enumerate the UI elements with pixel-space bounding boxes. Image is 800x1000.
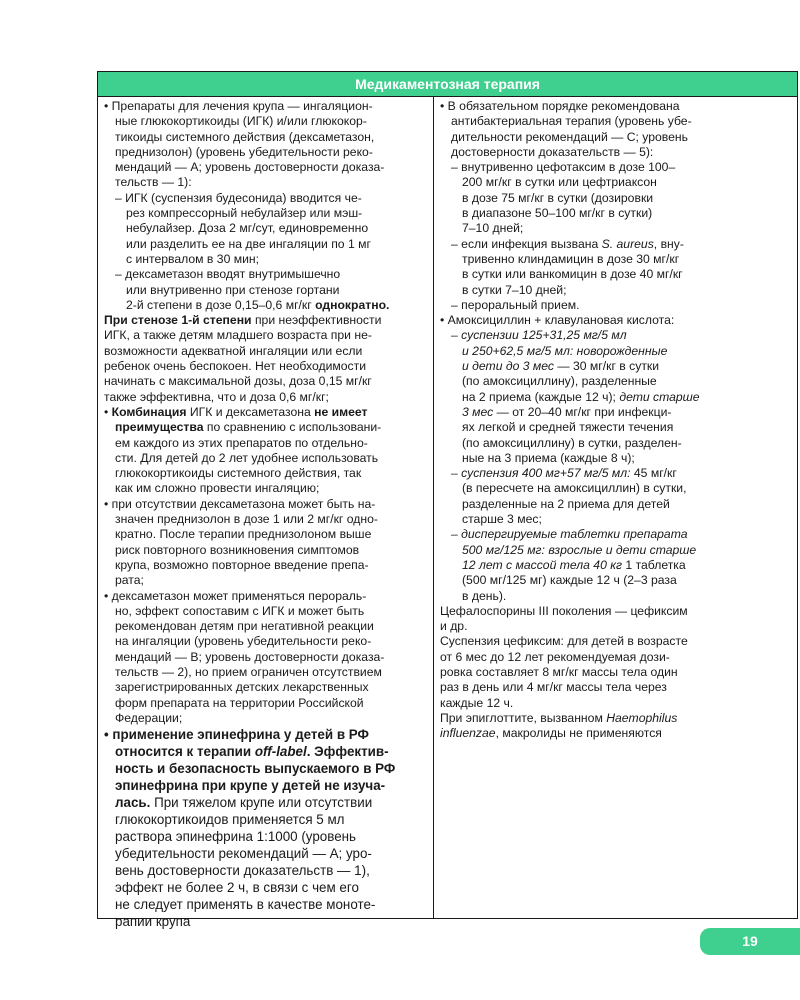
text-fragment: 2-й степени в дозе 0,15–0,6 мг/кг xyxy=(126,297,316,312)
text-line: тривенно клиндамицин в дозе 30 мг/кг xyxy=(462,251,680,266)
text-line xyxy=(440,527,791,542)
text-line: мендаций — А; уровень достоверности доказа- xyxy=(115,160,385,175)
text-fragment: 3 мес xyxy=(462,404,494,419)
text-fragment: influenzae xyxy=(440,726,496,741)
text-fragment: , вну- xyxy=(653,236,684,251)
text-line xyxy=(440,405,791,420)
text-line: возможности адекватной ингаляции или если xyxy=(104,343,363,358)
text-line: в дозе 75 мг/кг в сутки (дозировки xyxy=(462,190,654,205)
text-fragment: off-label xyxy=(254,744,307,760)
text-fragment: дети старше xyxy=(619,389,700,404)
text-line: с интервалом в 30 мин; xyxy=(126,251,260,266)
text-fragment: • xyxy=(104,404,112,419)
text-line: вень достоверности доказательств — 1), xyxy=(115,863,370,879)
text-line: Суспензия цефиксим: для детей в возрасте xyxy=(440,634,688,649)
text-fragment: и дети до 3 мес xyxy=(462,359,555,374)
text-line xyxy=(104,420,427,435)
text-line xyxy=(104,777,427,794)
text-line xyxy=(440,359,791,374)
text-line: и др. xyxy=(440,619,468,634)
text-line: (в пересчете на амоксициллин) в сутки, xyxy=(462,481,687,496)
text-fragment: При стенозе 1-й степени xyxy=(104,313,252,328)
text-line: дительности рекомендаций — С; уровень xyxy=(451,129,688,144)
text-line: – ИГК (суспензия будесонида) вводится че- xyxy=(115,190,362,205)
text-line: также эффективна, что и доза 0,6 мг/кг; xyxy=(104,389,329,404)
text-line: как им сложно провести ингаляцию; xyxy=(115,481,320,496)
text-line: начинать с максимальной дозы, доза 0,15 мг/кг xyxy=(104,374,372,389)
text-line: каждые 12 ч. xyxy=(440,695,514,710)
left-column xyxy=(98,97,434,930)
text-line: – дексаметазон вводят внутримышечно xyxy=(115,267,341,282)
text-fragment: – суспензии 125+31,25 мг/5 мл xyxy=(451,328,627,343)
text-line xyxy=(440,344,791,359)
text-line: эффект не более 2 ч, в связи с чем его xyxy=(115,880,359,896)
text-line xyxy=(104,726,427,743)
text-fragment: относится к терапии xyxy=(115,744,255,760)
text-fragment: и 250+62,5 мг/5 мл: новорожденные xyxy=(462,343,668,358)
text-line: (по амоксициллину), разделенные xyxy=(462,374,657,389)
text-fragment: — 30 мг/кг в сутки xyxy=(554,359,660,374)
text-line: рапии крупа xyxy=(115,914,191,930)
text-fragment: 45 мг/кг xyxy=(630,466,677,481)
text-fragment: 500 мг/125 мг: взрослые и дети старше xyxy=(462,542,697,557)
text-fragment: — от 20–40 мг/кг при инфекци- xyxy=(493,404,672,419)
text-line: мендаций — В; уровень достоверности доказа- xyxy=(115,649,385,664)
text-line: крупа, возможно повторное введение препа- xyxy=(115,557,369,572)
text-line: не следует применять в качестве моноте- xyxy=(115,897,376,913)
text-line: ные глюкокортикоиды (ИГК) и/или глюкокор- xyxy=(115,114,367,129)
text-line: на ингаляции (уровень убедительности реко- xyxy=(115,634,372,649)
table-header: Медикаментозная терапия xyxy=(98,72,797,97)
text-line: старше 3 мес; xyxy=(462,512,542,527)
text-line: 7–10 дней; xyxy=(462,221,524,236)
text-line: но, эффект сопоставим с ИГК и может быть xyxy=(115,603,365,618)
text-line: (по амоксициллину) в сутки, разделен- xyxy=(462,435,682,450)
text-fragment: , макролиды не применяются xyxy=(495,726,662,741)
text-fragment: – диспергируемые таблетки препарата xyxy=(451,527,688,542)
text-line: убедительности рекомендаций — А; уро- xyxy=(115,846,372,862)
text-line: достоверности доказательств — 5): xyxy=(451,144,654,159)
text-fragment: однократно. xyxy=(315,297,390,312)
text-line: Федерации; xyxy=(115,710,183,725)
text-line: рата; xyxy=(115,573,144,588)
text-line xyxy=(104,298,427,313)
text-fragment: При тяжелом крупе или отсутствии xyxy=(150,795,373,811)
text-fragment: Комбинация xyxy=(111,404,187,419)
text-line xyxy=(104,405,427,420)
text-line: Цефалоспорины III поколения — цефиксим xyxy=(440,603,688,618)
text-line: ях легкой и средней тяжести течения xyxy=(462,420,674,435)
text-line xyxy=(440,711,791,726)
text-line: ные на 3 приема (каждые 8 ч); xyxy=(462,450,635,465)
text-line: • Препараты для лечения крупа — ингаляцион- xyxy=(104,99,373,113)
text-fragment: • применение эпинефрина у детей в РФ xyxy=(104,727,369,743)
text-fragment: При эпиглоттите, вызванном xyxy=(440,710,607,725)
text-line: • Амоксициллин + клавулановая кислота: xyxy=(440,313,675,328)
page-number: 19 xyxy=(700,928,800,955)
text-fragment: на 2 приема (каждые 12 ч); xyxy=(462,389,620,404)
text-line: раз в день или 4 мг/кг массы тела через xyxy=(440,680,667,695)
text-line: или разделить ее на две ингаляции по 1 мг xyxy=(126,236,371,251)
text-fragment: при неэффективности xyxy=(251,313,382,328)
text-line: сти. Для детей до 2 лет удобнее использовать xyxy=(115,450,379,465)
text-line xyxy=(440,390,791,405)
text-line: форм препарата на территории Российской xyxy=(115,695,364,710)
text-line xyxy=(104,760,427,777)
text-line: от 6 мес до 12 лет рекомендуемая дози- xyxy=(440,649,670,664)
text-fragment: – если инфекция вызвана xyxy=(451,236,602,251)
text-line xyxy=(440,543,791,558)
text-fragment: Haemophilus xyxy=(606,710,678,725)
text-line: антибактериальная терапия (уровень убе- xyxy=(451,114,692,129)
text-fragment: – суспензия 400 мг+57 мг/5 мл: xyxy=(451,466,631,481)
text-line: тикоиды системного действия (дексаметазон, xyxy=(115,129,375,144)
right-column xyxy=(434,97,797,918)
text-line: раствора эпинефрина 1:1000 (уровень xyxy=(115,829,357,845)
text-line: небулайзер. Доза 2 мг/сут, единовременно xyxy=(126,221,369,236)
text-line: в день). xyxy=(462,588,507,603)
text-line xyxy=(440,726,791,741)
text-line: кратно. После терапии преднизолоном выше xyxy=(115,527,372,542)
text-line: ребенок очень беспокоен. Нет необходимости xyxy=(104,359,367,374)
text-line: в диапазоне 50–100 мг/кг в сутки) xyxy=(462,206,653,221)
text-line: – внутривенно цефотаксим в дозе 100– xyxy=(451,160,676,175)
text-line: преднизолон) (уровень убедительности реко- xyxy=(115,144,373,159)
text-line: (500 мг/125 мг) каждые 12 ч (2–3 раза xyxy=(462,573,677,588)
medication-therapy-table xyxy=(97,71,798,930)
text-line: зарегистрированных детских лекарственных xyxy=(115,680,369,695)
text-line xyxy=(440,237,791,252)
text-line: рекомендован детям при негативной реакции xyxy=(115,619,374,634)
text-fragment: не имеет xyxy=(314,404,368,419)
text-fragment: ИГК и дексаметазона xyxy=(186,404,315,419)
text-fragment: S. aureus xyxy=(601,236,654,251)
text-fragment: . Эффектив- xyxy=(306,744,389,760)
text-line: ровка составляет 8 мг/кг массы тела один xyxy=(440,664,678,679)
text-line: в сутки 7–10 дней; xyxy=(462,282,567,297)
text-line: ем каждого из этих препаратов по отдельно- xyxy=(115,435,368,450)
text-line: или внутривенно при стенозе гортани xyxy=(126,282,340,297)
text-line: рез компрессорный небулайзер или мэш- xyxy=(126,206,363,221)
text-line: риск повторного возникновения симптомов xyxy=(115,542,360,557)
text-fragment: лась. xyxy=(115,795,151,811)
text-line: • при отсутствии дексаметазона может быть на- xyxy=(104,496,376,511)
text-fragment: ность и безопасность выпускаемого в РФ xyxy=(115,761,396,777)
text-line: значен преднизолон в дозе 1 или 2 мг/кг одно- xyxy=(115,512,378,527)
text-line: ИГК, а также детям младшего возраста при не- xyxy=(104,328,372,343)
text-line: глюкокортикоидов применяется 5 мл xyxy=(115,812,345,828)
text-line: – пероральный прием. xyxy=(451,297,580,312)
text-line xyxy=(104,794,427,811)
text-line xyxy=(440,558,791,573)
text-fragment: по сравнению с использовани- xyxy=(203,420,382,435)
text-fragment: 12 лет с массой тела 40 кг xyxy=(462,557,623,572)
text-fragment: эпинефрина при крупе у детей не изуча- xyxy=(115,778,386,794)
text-line xyxy=(104,313,427,328)
text-line xyxy=(440,328,791,343)
text-line: 200 мг/кг в сутки или цефтриаксон xyxy=(462,175,657,190)
text-line: тельств — 1): xyxy=(115,175,192,190)
text-fragment: 1 таблетка xyxy=(622,557,686,572)
text-line: • дексаметазон может применяться перораль- xyxy=(104,588,367,603)
text-line: разделенные на 2 приема для детей xyxy=(462,496,670,511)
text-line: • В обязательном порядке рекомендована xyxy=(440,99,680,113)
text-line: тельств — 2), но прием ограничен отсутствием xyxy=(115,664,382,679)
text-line: в сутки или ванкомицин в дозе 40 мг/кг xyxy=(462,267,683,282)
text-line xyxy=(440,466,791,481)
text-fragment: преимущества xyxy=(115,420,204,435)
text-line: глюкокортикоиды системного действия, так xyxy=(115,466,362,481)
text-line xyxy=(104,743,427,760)
